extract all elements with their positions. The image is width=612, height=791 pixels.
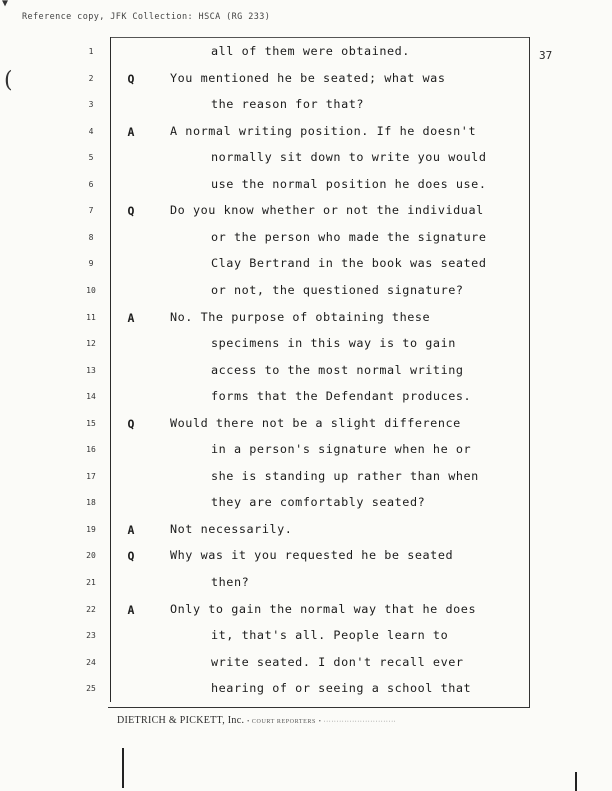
- line-text: No. The purpose of obtaining these: [170, 309, 431, 324]
- transcript-line: [0, 363, 612, 389]
- line-text: they are comfortably seated?: [211, 495, 426, 510]
- speaker-label: Q: [127, 549, 135, 564]
- line-text: or not, the questioned signature?: [211, 282, 464, 297]
- line-number: 16: [86, 445, 96, 455]
- reference-header: Reference copy, JFK Collection: HSCA (RG 233): [22, 12, 271, 22]
- line-number: 7: [88, 206, 94, 216]
- line-text: she is standing up rather than when: [211, 468, 479, 483]
- line-text: write seated. I don't recall ever: [211, 654, 464, 669]
- transcript-line: [0, 256, 612, 282]
- scan-mark-bottom: [122, 748, 124, 788]
- transcript-line: [0, 469, 612, 495]
- line-number: 25: [86, 684, 96, 694]
- line-text: specimens in this way is to gain: [211, 336, 456, 351]
- line-text: in a person's signature when he or: [211, 442, 472, 457]
- transcript-line: [0, 203, 612, 229]
- transcript-line: [0, 124, 612, 150]
- line-text: use the normal position he does use.: [211, 176, 487, 191]
- line-number: 12: [86, 339, 96, 349]
- speaker-label: Q: [127, 204, 135, 219]
- line-text: hearing of or seeing a school that: [211, 681, 472, 696]
- line-number: 14: [86, 392, 96, 402]
- transcript-line: [0, 97, 612, 123]
- line-number: 13: [86, 365, 96, 375]
- transcript-line: [0, 416, 612, 442]
- reporter-tagline: COURT REPORTERS: [251, 719, 316, 725]
- transcript-line: [0, 522, 612, 548]
- page-number: 37: [539, 49, 553, 62]
- transcript-line: [0, 575, 612, 601]
- line-number: 22: [86, 604, 96, 614]
- transcript-line: [0, 389, 612, 415]
- transcript-line: [0, 310, 612, 336]
- line-number: 24: [86, 657, 96, 667]
- transcript-line: [0, 681, 612, 707]
- transcript-line: [0, 655, 612, 681]
- line-text: normally sit down to write you would: [211, 150, 487, 165]
- line-number: 23: [86, 631, 96, 641]
- line-number: 8: [88, 232, 94, 242]
- line-text: forms that the Defendant produces.: [211, 389, 472, 404]
- transcript-line: [0, 283, 612, 309]
- transcript-line: [0, 71, 612, 97]
- speaker-label: A: [127, 310, 135, 325]
- line-number: 21: [86, 578, 96, 587]
- line-number: 18: [86, 498, 96, 508]
- line-number: 6: [88, 179, 94, 189]
- line-number: 10: [86, 285, 96, 295]
- scan-mark-top-left: ▼: [2, 0, 9, 9]
- line-text: You mentioned he be seated; what was: [170, 70, 446, 85]
- transcript-line: [0, 230, 612, 256]
- speaker-label: A: [127, 522, 135, 537]
- scan-mark-left: (: [4, 68, 13, 93]
- transcript-line: [0, 336, 612, 362]
- line-number: 17: [86, 471, 96, 481]
- line-text: Not necessarily.: [170, 521, 293, 536]
- transcript-line: [0, 177, 612, 203]
- transcript-line: [0, 602, 612, 628]
- transcript-line: [0, 44, 612, 70]
- transcript-line: [0, 548, 612, 574]
- line-number: 3: [88, 100, 94, 110]
- transcript-line: [0, 442, 612, 468]
- line-number: 9: [88, 259, 94, 269]
- reporter-firm: DIETRICH & PICKETT, Inc.: [117, 715, 245, 726]
- transcript-line: [0, 628, 612, 654]
- line-number: 4: [88, 126, 94, 136]
- line-text: Would there not be a slight difference: [170, 415, 461, 430]
- line-text: all of them were obtained.: [211, 44, 410, 58]
- top-rule: [110, 37, 530, 38]
- speaker-label: A: [127, 124, 135, 139]
- speaker-label: Q: [127, 71, 135, 86]
- line-number: 20: [86, 551, 96, 561]
- line-text: it, that's all. People learn to: [211, 628, 449, 643]
- line-text: then?: [211, 575, 250, 589]
- line-text: or the person who made the signature: [211, 229, 487, 244]
- line-text: Clay Bertrand in the book was seated: [211, 256, 487, 271]
- scan-mark-bottom-right: [575, 772, 577, 791]
- reporter-footer: DIETRICH & PICKETT, Inc. • COURT REPORTERS • ····························: [117, 715, 397, 726]
- line-number: 19: [86, 524, 96, 534]
- line-text: Do you know whether or not the individual: [170, 203, 484, 218]
- transcript-line: [0, 150, 612, 176]
- line-number: 1: [88, 47, 94, 56]
- line-number: 2: [88, 73, 94, 83]
- line-text: access to the most normal writing: [211, 362, 464, 377]
- line-text: Why was it you requested he be seated: [170, 548, 454, 563]
- line-number: 15: [86, 418, 96, 428]
- line-text: the reason for that?: [211, 97, 365, 112]
- line-text: Only to gain the normal way that he does: [170, 601, 477, 616]
- speaker-label: A: [127, 602, 135, 617]
- line-number: 5: [88, 153, 94, 163]
- transcript-line: [0, 495, 612, 521]
- speaker-label: Q: [127, 416, 135, 431]
- line-text: A normal writing position. If he doesn't: [170, 123, 477, 138]
- line-number: 11: [86, 312, 96, 322]
